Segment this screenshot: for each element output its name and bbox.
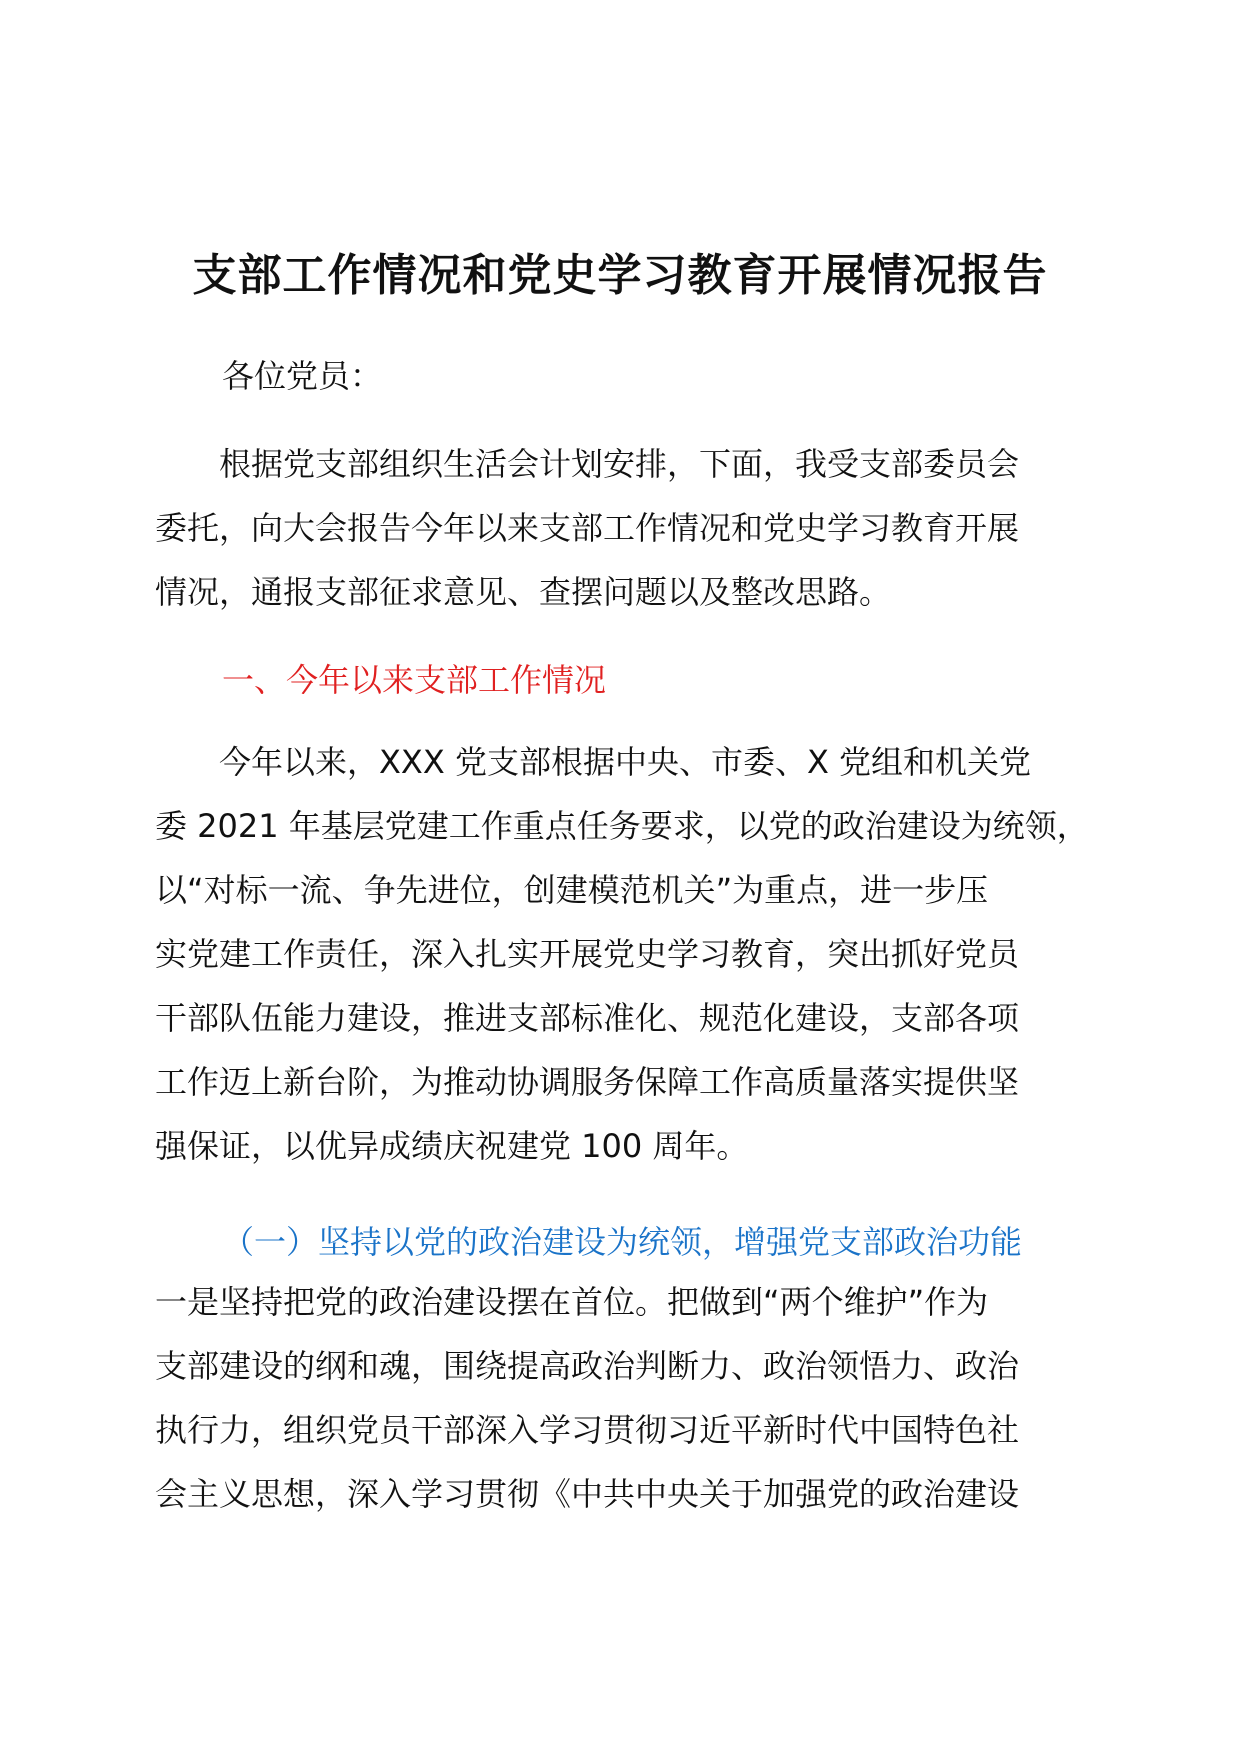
intro-paragraph: 根据党支部组织生活会计划安排，下面，我受支部委员会 委托，向大会报告今年以来支部工作情况和党史学习教育开展 情况，通报支部征求意见、查摆问题以及整改思路。 — [155, 445, 1020, 611]
subsection-paragraph: 一是坚持把党的政治建设摆在首位。把做到“两个维护”作为 支部建设的纲和魂，围绕提高政治判断力、政治领悟力、政治 执行力，组织党员干部深入学习贯彻习近平新时代中国特色社 会主义思想，深入学习贯彻《中共中央关于加强党的政治建设 — [155, 1283, 1020, 1513]
document-title: 支部工作情况和党史学习教育开展情况报告 — [192, 250, 1048, 301]
greeting: 各位党员： — [222, 357, 383, 395]
section-paragraph: 今年以来，XXX 党支部根据中央、市委、X 党组和机关党 委 2021 年基层党建工作重点任务要求，以党的政治建设为统领， 以“对标一流、争先进位，创建模范机关”为重点，进一步压 实党建工作责任，深入扎实开展党史学习教育，突出抓好党员 干部队伍能力建设，推进支部标准化、规范化建设，支部各项 工作迈上新台阶，为推动协调服务保障工作高质量落实提供坚 强保证，以优异成绩庆祝建党 100 周年。 — [155, 743, 1089, 1165]
subsection-heading: （一）坚持以党的政治建设为统领，增强党支部政治功能 — [222, 1223, 1023, 1261]
section-heading: 一、今年以来支部工作情况 — [222, 661, 607, 699]
